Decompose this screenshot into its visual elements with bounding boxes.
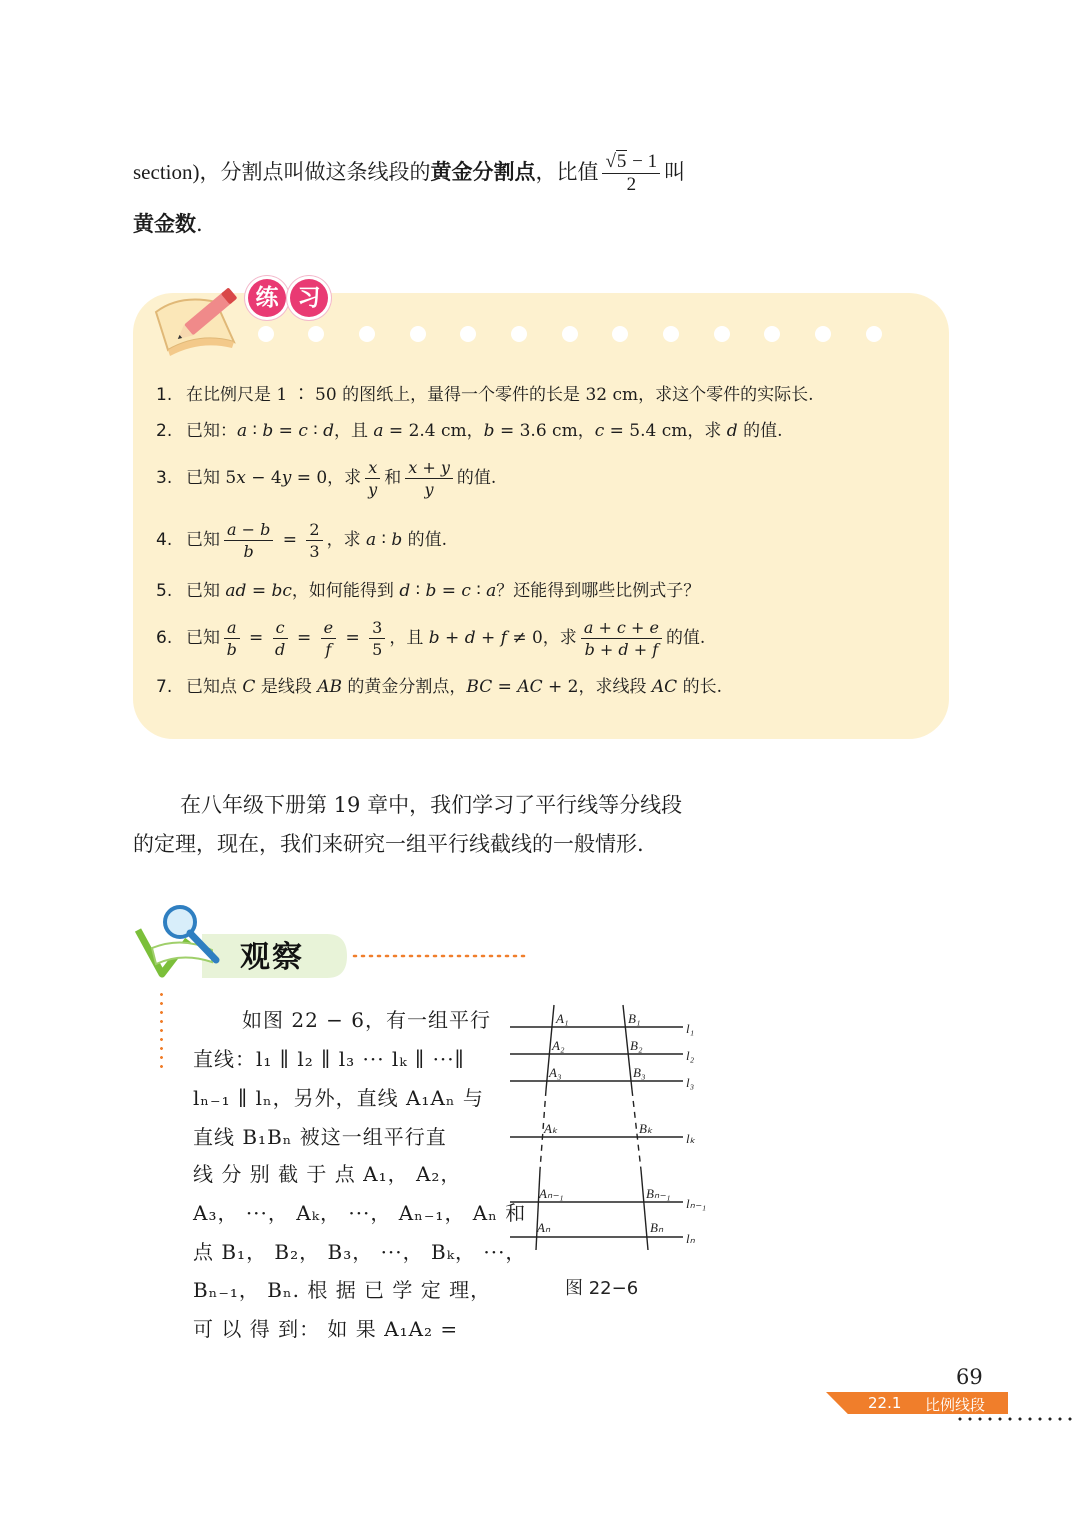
label-bn-1: Bₙ₋₁ <box>646 1186 671 1201</box>
fraction-c-over-d: $\frac{c}{d}$ <box>273 618 288 659</box>
label-a2: A₂ <box>552 1038 565 1053</box>
intro-line-1 <box>133 152 685 195</box>
practice-box <box>133 293 949 739</box>
label-a1: A₁ <box>556 1011 569 1026</box>
label-b2: B₂ <box>630 1038 643 1053</box>
exercise-2: 2. 已知：a ∶ b = c ∶ d，且 a = 2.4 cm，b = 3.6 cm，c = 5.4 cm，求 d 的值. <box>156 421 783 441</box>
golden-number-term: 黄金数 <box>133 211 196 236</box>
label-l3: l₃ <box>686 1075 695 1090</box>
label-bk: Bₖ <box>639 1121 653 1136</box>
label-b3: B₃ <box>633 1065 646 1080</box>
observe-line-7: 点 B₁， B₂， B₃， ···， Bₖ， ···， <box>193 1240 527 1264</box>
label-an-1: Aₙ₋₁ <box>539 1186 564 1201</box>
observe-line-9: 可 以 得 到： 如 果 A₁A₂ = <box>193 1317 459 1341</box>
label-an: Aₙ <box>537 1220 551 1235</box>
fraction-a-over-b: $\frac{a}{b}$ <box>224 618 240 659</box>
label-b1: B₁ <box>628 1011 641 1026</box>
intro-text: ，比值 <box>535 160 599 184</box>
practice-title-char-2: 习 <box>290 279 328 317</box>
observe-title: 观察 <box>240 940 304 975</box>
observe-dotted-margin <box>160 990 163 1070</box>
fraction-x-over-y: $\frac{x}{y}$ <box>365 458 380 499</box>
intro-text: 叫 <box>664 160 686 184</box>
label-ln: lₙ <box>686 1231 695 1246</box>
observe-line-6: A₃， ···， Aₖ， ···， Aₙ₋₁， Aₙ 和 <box>193 1201 527 1225</box>
paragraph-line-2: 的定理，现在，我们来研究一组平行线截线的一般情形. <box>133 832 644 856</box>
practice-title-char-1: 练 <box>248 279 286 317</box>
label-l1: l₁ <box>686 1021 695 1036</box>
paragraph-line-1: 在八年级下册第 19 章中，我们学习了平行线等分线段 <box>180 793 683 817</box>
golden-section-point-term: 黄金分割点 <box>430 159 536 184</box>
exercise-6: 6. 已知 $\frac{a}{b}$ = $\frac{c}{d}$ = $\frac{e}{f}$ = $\frac{3}{5}$ ，且 b + d + f ≠ 0，求 $\frac{a + c + e}{b + d + f}$ 的值. <box>156 618 706 659</box>
fraction-3-over-5: $\frac{3}{5}$ <box>369 618 385 659</box>
intro-line-2: 黄金数. <box>133 211 203 236</box>
label-l2: l₂ <box>686 1048 695 1063</box>
fraction-2-over-3: $\frac{2}{3}$ <box>306 520 322 561</box>
observe-line-3: lₙ₋₁ ∥ lₙ，另外，直线 A₁Aₙ 与 <box>193 1086 484 1110</box>
label-ak: Aₖ <box>544 1121 558 1136</box>
exercise-7: 7. 已知点 C 是线段 AB 的黄金分割点，BC = AC + 2，求线段 AC 的长. <box>156 677 722 697</box>
section-number: 22.1 <box>868 1394 902 1412</box>
figure-parallel-lines <box>505 1000 720 1255</box>
exercise-5: 5. 已知 ad = bc，如何能得到 d ∶ b = c ∶ a？还能得到哪些比例式子？ <box>156 581 701 601</box>
label-a3: A₃ <box>549 1065 562 1080</box>
observe-line-2: 直线：l₁ ∥ l₂ ∥ l₃ ··· lₖ ∥ ···∥ <box>193 1047 465 1071</box>
label-bn: Bₙ <box>650 1220 664 1235</box>
intro-text: section)，分割点叫做这条线段的 <box>133 160 431 184</box>
label-lk: lₖ <box>686 1131 696 1146</box>
section-title: 比例线段 <box>925 1396 986 1414</box>
exercise-1: 1. 在比例尺是 1 ∶ 50 的图纸上，量得一个零件的长是 32 cm，求这个零件的实际长. <box>156 385 814 405</box>
exercise-4: 4. 已知 $\frac{a - b}{b}$ = $\frac{2}{3}$ ，求 a ∶ b 的值. <box>156 520 448 561</box>
observe-line-1: 如图 22 − 6，有一组平行 <box>242 1008 492 1032</box>
fraction-sum-ratio: $\frac{a + c + e}{b + d + f}$ <box>581 618 662 659</box>
footer-dotted-line <box>955 1417 1075 1421</box>
label-ln-1: lₙ₋₁ <box>686 1196 707 1211</box>
golden-ratio-fraction: $\frac{√5 - 1}{2}$ <box>602 152 660 195</box>
observe-line-8: Bₙ₋₁， Bₙ. 根 据 已 学 定 理， <box>193 1278 492 1302</box>
figure-caption: 图 22−6 <box>565 1278 639 1299</box>
fraction-a-minus-b-over-b: $\frac{a - b}{b}$ <box>224 520 273 561</box>
fraction-x-plus-y-over-y: $\frac{x + y}{y}$ <box>405 458 453 499</box>
pencil-paper-icon <box>150 272 260 358</box>
exercise-3: 3. 已知 5x − 4y = 0，求 $\frac{x}{y}$ 和 $\frac{x + y}{y}$ 的值. <box>156 458 497 499</box>
observe-line-4: 直线 B₁Bₙ 被这一组平行直 <box>193 1125 447 1149</box>
observe-header-banner <box>132 900 532 990</box>
fraction-e-over-f: $\frac{e}{f}$ <box>321 618 336 659</box>
page-number: 69 <box>956 1365 983 1389</box>
observe-line-5: 线 分 别 截 于 点 A₁， A₂， <box>193 1162 462 1186</box>
